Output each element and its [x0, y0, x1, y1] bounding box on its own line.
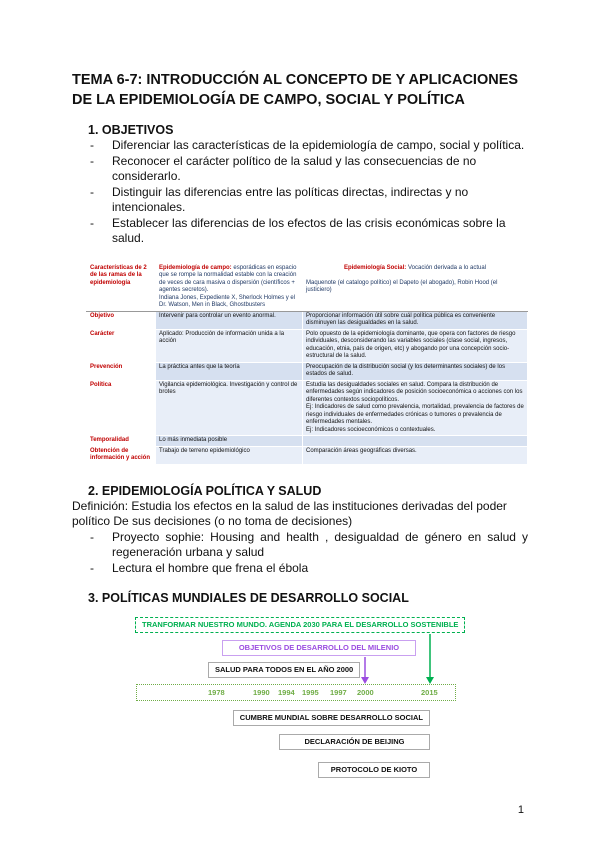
list-item: - Distinguir las diferencias entre las políticas directas, indirectas y no intencionales.: [90, 185, 528, 216]
list-item: - Diferenciar las características de la epidemiología de campo, social y política.: [90, 138, 528, 154]
green-arrow-icon: [426, 634, 434, 684]
table-row: Temporalidad Lo más inmediata posible: [87, 436, 528, 447]
section-2-heading: 2. EPIDEMIOLOGÍA POLÍTICA Y SALUD: [88, 483, 322, 498]
purple-arrow-icon: [361, 657, 369, 684]
year-label: 2015: [421, 688, 438, 697]
objectives-list: [90, 138, 528, 247]
table-row: Carácter Aplicado: Producción de información unida a la acción Polo opuesto de la epidemiología dominante, que opera con factores de riesgo individuales, desconsiderando las variables sociales (clase social, ingresos, educación, etnia, país de origen, etc) y abogando por una concepción socio-estructural de la salud.: [87, 329, 528, 362]
page-title: TEMA 6-7: INTRODUCCIÓN AL CONCEPTO DE Y APLICACIONES DE LA EPIDEMIOLOGÍA DE CAMPO, SOCIAL Y POLÍTICA: [72, 72, 519, 108]
year-label: 1997: [330, 688, 347, 697]
list-item: - Reconocer el carácter político de la salud y las consecuencias de no considerarlo.: [90, 154, 528, 185]
section-3-heading: 3. POLÍTICAS MUNDIALES DE DESARROLLO SOCIAL: [88, 591, 409, 605]
header-cell: Epidemiología de campo: esporádicas en espacio que se rompe la normalidad estable con la creación de veces de cara masiva o dispersión (científicos + agentes secretos). Indiana Jones, Expediente X, Sherlock Holmes y el Dr. Watson, Men in Black, Ghostbusters: [156, 263, 303, 311]
timeline-diagram: [72, 614, 528, 784]
list-item: - Lectura el hombre que frena el ébola: [90, 561, 528, 577]
section-2-list: [90, 530, 528, 577]
table-row: Obtención de información y acción Trabajo de terreno epidemiológico Comparación áreas geográficas diversas.: [87, 446, 528, 464]
comparison-table: [86, 263, 528, 465]
beijing-box: DECLARACIÓN DE BEIJING: [279, 734, 430, 750]
agenda-2030-box: TRANFORMAR NUESTRO MUNDO. AGENDA 2030 PARA EL DESARROLLO SOSTENIBLE: [135, 617, 465, 633]
year-label: 1990: [253, 688, 270, 697]
year-label: 2000: [357, 688, 374, 697]
table-row: Política Vigilancia epidemiológica. Investigación y control de brotes Estudia las desigualdades sociales en salud. Compara la distribución de enfermedades según indicadores de posición socioeconómica o acciones con los diferentes contextos sociopolíticos. Ej: Indicadores de salud como prevalencia, mortalidad, prevalencia de factores de riesgo individuales de enfermedades crónicas o tumores o prevalencia de enfermedades mentales. Ej: Indicadores socioeconómicos o contextuales.: [87, 380, 528, 436]
salud-2000-box: SALUD PARA TODOS EN EL AÑO 2000: [208, 662, 360, 678]
table-row: Prevención La práctica antes que la teoría Preocupación de la distribución social (y los determinantes sociales) de los estados de salud.: [87, 362, 528, 380]
kioto-box: PROTOCOLO DE KIOTO: [318, 762, 430, 778]
timeline-arrows: [72, 614, 528, 784]
header-cell: Características de 2 de las ramas de la epidemiología: [87, 263, 156, 311]
cumbre-box: CUMBRE MUNDIAL SOBRE DESARROLLO SOCIAL: [233, 710, 430, 726]
list-item: - Proyecto sophie: Housing and health , desigualdad de género en salud y regeneración urbana y salud: [90, 530, 528, 561]
definition-text: Definición: Estudia los efectos en la salud de las instituciones derivadas del poder político De sus decisiones (o no toma de decisiones): [72, 498, 507, 528]
page-number: 1: [517, 804, 524, 816]
odm-box: OBJETIVOS DE DESARROLLO DEL MILENIO: [222, 640, 416, 656]
year-label: 1995: [302, 688, 319, 697]
year-label: 1978: [208, 688, 225, 697]
year-label: 1994: [278, 688, 295, 697]
table-row: Objetivo Intervenir para controlar un evento anormal. Proporcionar información útil sobre cuál política pública es conveniente disminuyen las desigualdades en la salud.: [87, 311, 528, 329]
section-1-heading: 1. OBJETIVOS: [88, 123, 174, 137]
list-item: - Establecer las diferencias de los efectos de las crisis económicas sobre la salud.: [90, 216, 528, 247]
header-cell: Epidemiología Social: Vocación derivada a lo actual Maquenote (el catalogo político) el Dapeto (el abogado), Robin Hood (el justiciero): [303, 263, 528, 311]
